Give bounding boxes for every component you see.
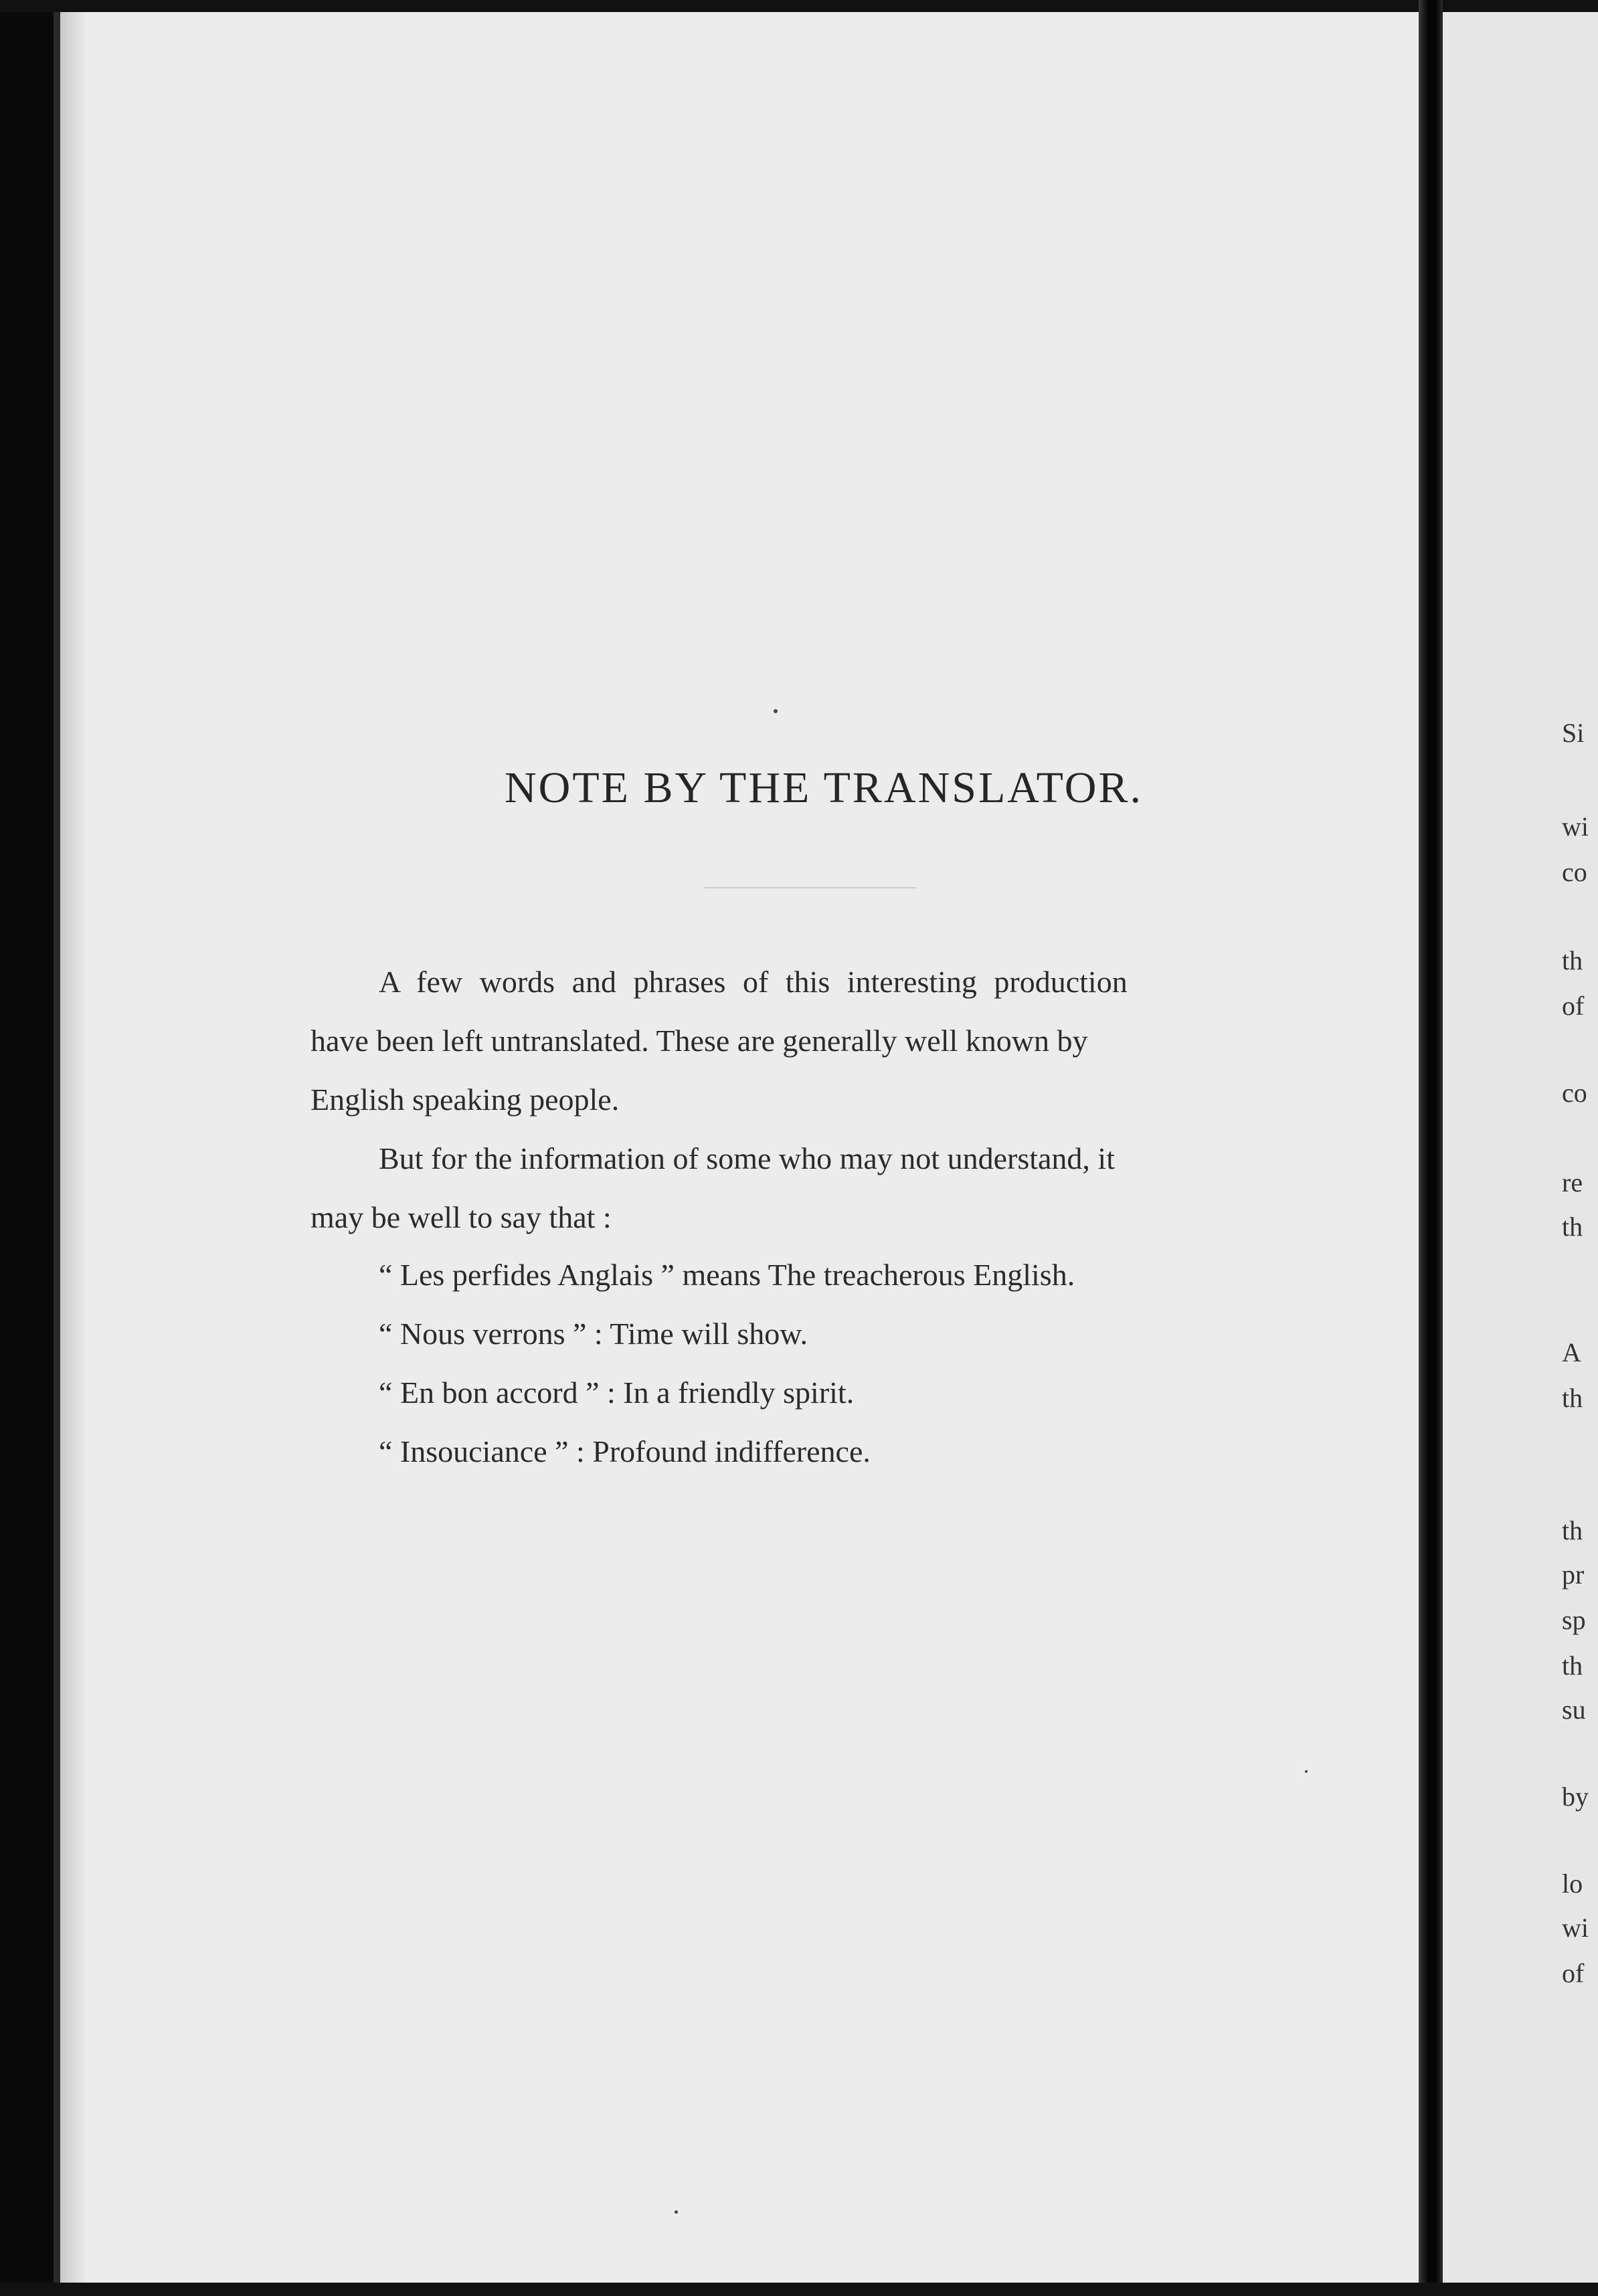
facing-fragment: lo [1562,1869,1583,1899]
intro-line-3: English speaking people. [310,1082,620,1117]
facing-fragment: co [1562,1078,1587,1108]
book-gutter [1419,0,1443,2296]
glossary-entry-verrons: “ Nous verrons ” : Time will show. [379,1317,808,1351]
information-paragraph [310,1129,1341,1247]
title-divider [704,887,917,888]
facing-fragment: by [1562,1782,1589,1812]
information-line-1: But for the information of some who may not understand, it [379,1141,1115,1175]
facing-fragment: th [1562,1383,1583,1413]
scan-bottom-border [0,2283,1598,2296]
facing-fragment: sp [1562,1605,1586,1635]
facing-fragment: th [1562,1515,1583,1545]
facing-fragment: th [1562,945,1583,975]
glossary-entry-perfides: “ Les perfides Anglais ” means The treacherous English. [379,1258,1075,1292]
intro-line-1: A few words and phrases of this interesting production [379,965,1128,999]
facing-fragment: wi [1562,1913,1589,1943]
scan-speck [1305,1770,1308,1773]
page-edge-shadow [60,12,87,2283]
facing-fragment: A [1562,1337,1581,1367]
scan-speck [774,709,778,713]
facing-fragment: Si [1562,718,1585,748]
scan-speck [675,2210,678,2214]
facing-fragment: wi [1562,811,1589,842]
scan-top-border [0,0,1598,12]
facing-fragment: su [1562,1695,1586,1725]
facing-fragment: re [1562,1167,1583,1198]
glossary-entry-insouciance: “ Insouciance ” : Profound indifference. [379,1434,871,1468]
facing-fragment: of [1562,991,1585,1021]
page-title: NOTE BY THE TRANSLATOR. [505,763,1143,812]
facing-fragment: of [1562,1958,1585,1988]
glossary-list [379,1246,1075,1481]
intro-paragraph [310,953,1341,1129]
facing-fragment: co [1562,857,1587,887]
information-line-2: may be well to say that : [310,1200,612,1234]
intro-line-2: have been left untranslated. These are generally well known by [310,1024,1088,1058]
glossary-entry-bon-accord: “ En bon accord ” : In a friendly spirit. [379,1375,855,1410]
facing-fragment: th [1562,1650,1583,1681]
facing-fragment: pr [1562,1559,1585,1590]
facing-fragment: th [1562,1212,1583,1242]
